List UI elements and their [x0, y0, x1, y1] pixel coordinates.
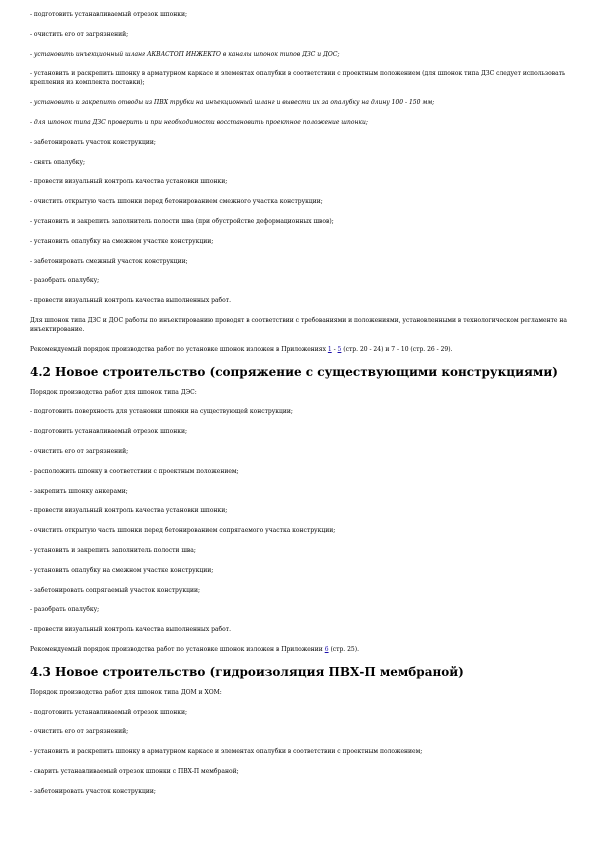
list-item: - подготовить устанавливаемый отрезок шпонки;: [30, 11, 188, 18]
list-item: - забетонировать участок конструкции;: [30, 787, 156, 795]
list-item: - провести визуальный контроль качества выполненных работ.: [30, 626, 231, 634]
list-item: - установить и раскрепить шпонку в арматурном каркасе и элементах опалубки в соответствии с проектным положением;: [30, 748, 423, 756]
reference-text: (стр. 20 - 24) и 7 - 10 (стр. 26 - 29).: [341, 345, 453, 353]
list-item: - очистить его от загрязнений;: [30, 30, 129, 38]
list-item: - очистить открытую часть шпонки перед бетонированием сопрягаемого участка конструкции;: [30, 527, 336, 535]
appendix-5-link[interactable]: 5: [337, 345, 342, 353]
list-item: - установить и закрепить заполнитель полости шва;: [30, 546, 196, 554]
list-item: - провести визуальный контроль качества установки шпонки;: [30, 507, 228, 515]
list-item: - забетонировать участок конструкции;: [30, 138, 156, 146]
document-page: [30, 10, 570, 806]
list-item: - подготовить устанавливаемый отрезок шпонки;: [30, 708, 188, 716]
appendix-reference: [30, 645, 570, 654]
list-item: - очистить его от загрязнений;: [30, 728, 129, 736]
appendix-6-link[interactable]: 6: [324, 645, 329, 653]
list-item: - установить опалубку на смежном участке конструкции;: [30, 237, 214, 245]
list-item: - разобрать опалубку;: [30, 277, 100, 285]
section-heading-4-2: 4.2 Новое строительство (сопряжение с существующими конструкциями): [30, 364, 558, 379]
list-item: - забетонировать сопрягаемый участок конструкции;: [30, 586, 201, 594]
list-item: - установить и раскрепить шпонку в арматурном каркасе и элементах опалубки в соответствии с проектным положением (для шпонок типа ДЗС следует использовать крепления из комплекта поставки);: [30, 70, 566, 87]
list-item: - для шпонок типа ДЗС проверить и при необходимости восстановить проектное положение шпонки;: [30, 118, 368, 126]
list-item: - подготовить поверхность для установки шпонки на существующей конструкции;: [30, 408, 293, 416]
reference-text: (стр. 25).: [328, 645, 359, 653]
list-item: - установить инъекционный шланг АКВАСТОП ИНЖЕКТО в каналы шпонок типов ДЗС и ДОС;: [30, 50, 340, 58]
injection-note: Для шпонок типа ДЗС и ДОС работы по инъектированию проводят в соответствии с требованиями и положениями, установленными в технологическом регламенте на инъектирование.: [30, 316, 567, 333]
list-item: - провести визуальный контроль качества установки шпонки;: [30, 178, 228, 186]
list-item: - очистить открытую часть шпонки перед бетонированием смежного участка конструкции;: [30, 198, 323, 206]
list-item: - расположить шпонку в соответствии с проектным положением;: [30, 467, 239, 475]
list-item: - забетонировать смежный участок конструкции;: [30, 257, 188, 265]
reference-separator: -: [331, 345, 338, 353]
list-item: - установить и закрепить заполнитель полости шва (при обустройстве деформационных швов);: [30, 217, 334, 225]
list-item: - установить опалубку на смежном участке конструкции;: [30, 566, 214, 574]
list-item: - провести визуальный контроль качества выполненных работ.: [30, 297, 231, 305]
list-item: - снять опалубку;: [30, 158, 86, 166]
section-heading-4-3: 4.3 Новое строительство (гидроизоляция ПВХ-П мембраной): [30, 664, 464, 679]
reference-text: Рекомендуемый порядок производства работ по установке шпонок изложен в Приложении: [30, 645, 325, 653]
appendix-reference: [30, 345, 570, 354]
list-item: - очистить его от загрязнений;: [30, 447, 129, 455]
appendix-1-link[interactable]: 1: [327, 345, 332, 353]
list-item: - разобрать опалубку;: [30, 606, 100, 614]
list-item: - подготовить устанавливаемый отрезок шпонки;: [30, 428, 188, 436]
section-intro: Порядок производства работ для шпонок типа ДОМ и ХОМ:: [30, 688, 222, 696]
reference-text: Рекомендуемый порядок производства работ по установке шпонок изложен в Приложениях: [30, 345, 328, 353]
list-item: - закрепить шпонку анкерами;: [30, 487, 128, 495]
list-item: - сварить устанавливаемый отрезок шпонки с ПВХ-П мембраной;: [30, 767, 239, 775]
section-intro: Порядок производства работ для шпонок типа ДЭС:: [30, 388, 197, 396]
list-item: - установить и закрепить отводы из ПВХ трубки на инъекционный шланг и вывести их за опалубку на длину 100 - 150 мм;: [30, 99, 435, 107]
